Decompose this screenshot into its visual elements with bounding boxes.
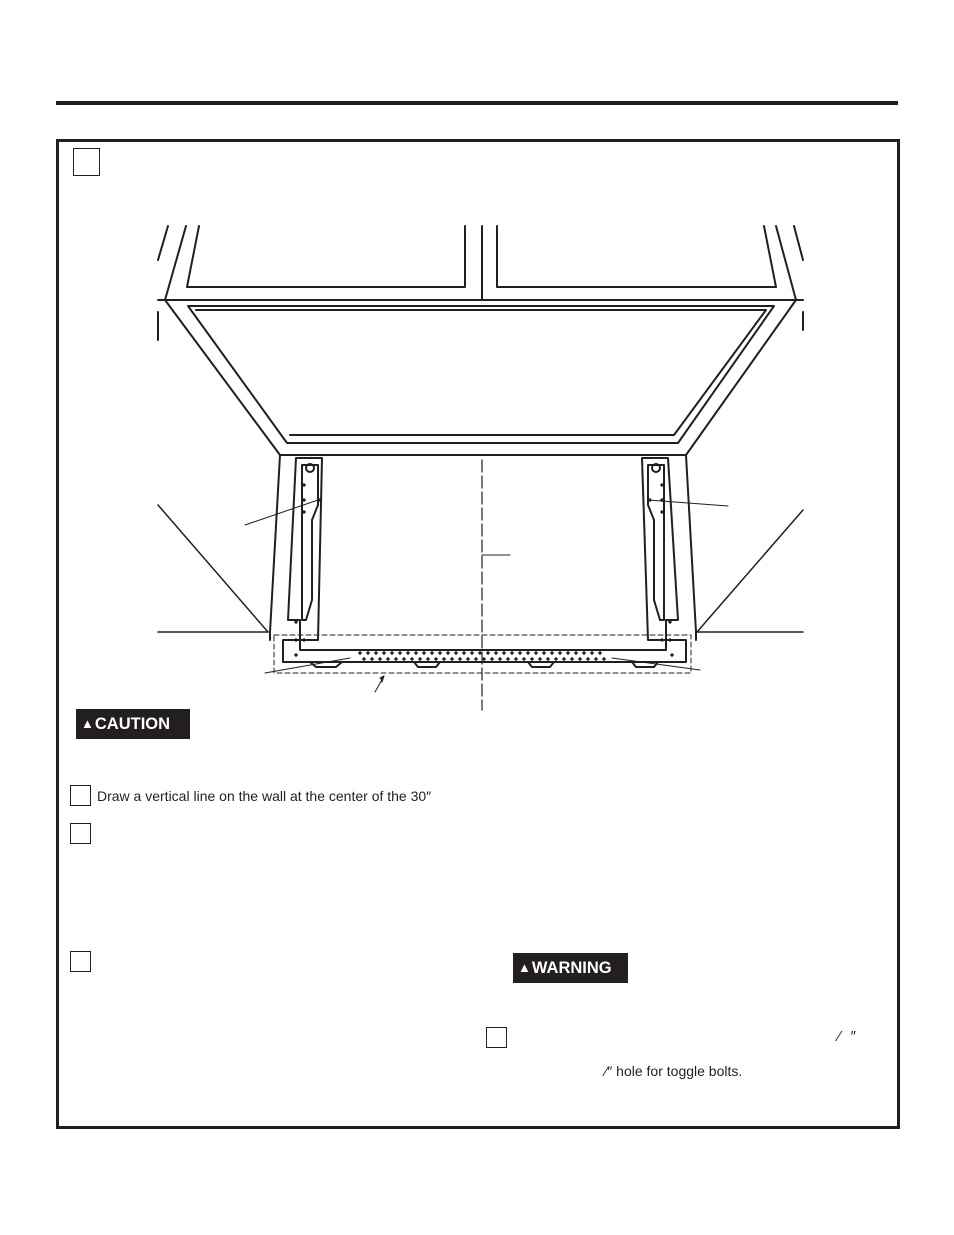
template-hole	[598, 651, 602, 655]
template-hole	[418, 657, 422, 661]
template-hole	[494, 651, 498, 655]
template-hole	[570, 657, 574, 661]
template-hole	[406, 651, 410, 655]
template-hole	[510, 651, 514, 655]
template-hole	[470, 651, 474, 655]
template-hole	[462, 651, 466, 655]
template-hole	[534, 651, 538, 655]
template-hole	[538, 657, 542, 661]
template-hole	[386, 657, 390, 661]
template-hole	[378, 657, 382, 661]
template-hole	[562, 657, 566, 661]
template-hole	[490, 657, 494, 661]
template-hole	[390, 651, 394, 655]
leader-lines	[245, 500, 728, 692]
template-hole	[518, 651, 522, 655]
upper-cabinet-left	[158, 226, 465, 300]
template-hole	[526, 651, 530, 655]
warning-triangle-icon: ▲	[81, 716, 94, 731]
step-4-checkbox[interactable]	[486, 1027, 507, 1048]
template-hole	[590, 651, 594, 655]
template-hole	[522, 657, 526, 661]
template-hole	[358, 651, 362, 655]
template-hole	[426, 657, 430, 661]
template-hole	[366, 651, 370, 655]
step-3-checkbox[interactable]	[70, 951, 91, 972]
wall-recess	[270, 455, 696, 640]
template-hole	[486, 651, 490, 655]
template-hole	[554, 657, 558, 661]
step-4-fraction: ⁄ ″	[838, 1028, 859, 1045]
template-hole	[430, 651, 434, 655]
warning-text: WARNING	[531, 959, 612, 977]
template-hole	[542, 651, 546, 655]
template-hole	[466, 657, 470, 661]
step-1-checkbox[interactable]	[70, 785, 91, 806]
template-hole	[668, 638, 672, 642]
template-hole	[586, 657, 590, 661]
template-hole	[434, 657, 438, 661]
template-hole	[582, 651, 586, 655]
template-hole	[422, 651, 426, 655]
upper-cabinet-right	[497, 226, 803, 300]
template-hole	[294, 638, 298, 642]
template-hole	[294, 653, 298, 657]
template-hole	[410, 657, 414, 661]
template-hole	[414, 651, 418, 655]
template-hole	[670, 653, 674, 657]
template-hole	[458, 657, 462, 661]
template-hole	[602, 657, 606, 661]
step-4-text: ⁄″ hole for toggle bolts.	[605, 1063, 743, 1079]
template-hole	[502, 651, 506, 655]
template-hole	[362, 657, 366, 661]
template-hole	[446, 651, 450, 655]
template-hole	[566, 651, 570, 655]
caution-text: CAUTION	[94, 715, 171, 733]
template-hole	[530, 657, 534, 661]
template-hole	[660, 638, 664, 642]
template-hole	[398, 651, 402, 655]
template-hole	[474, 657, 478, 661]
template-hole	[546, 657, 550, 661]
template-hole	[382, 651, 386, 655]
step-1-text: Draw a vertical line on the wall at the center of the 30″	[97, 788, 432, 804]
caution-label	[76, 709, 190, 739]
template-hole	[438, 651, 442, 655]
template-hole	[454, 651, 458, 655]
template-hole	[558, 651, 562, 655]
template-hole	[374, 651, 378, 655]
wall-corner-lines	[158, 505, 803, 632]
template-hole	[402, 657, 406, 661]
step-2-checkbox[interactable]	[70, 823, 91, 844]
warning-triangle-icon: ▲	[518, 960, 531, 975]
template-hole	[594, 657, 598, 661]
template-dots	[294, 483, 674, 661]
template-hole	[574, 651, 578, 655]
template-hole	[498, 657, 502, 661]
template-hole	[442, 657, 446, 661]
mounting-rail-right	[642, 458, 678, 640]
template-hole	[302, 638, 306, 642]
template-hole	[506, 657, 510, 661]
template-hole	[450, 657, 454, 661]
template-hole	[394, 657, 398, 661]
template-hole	[514, 657, 518, 661]
template-hole	[370, 657, 374, 661]
warning-label	[513, 953, 628, 983]
template-hole	[578, 657, 582, 661]
template-hole	[550, 651, 554, 655]
cabinet-bottom	[158, 300, 803, 455]
